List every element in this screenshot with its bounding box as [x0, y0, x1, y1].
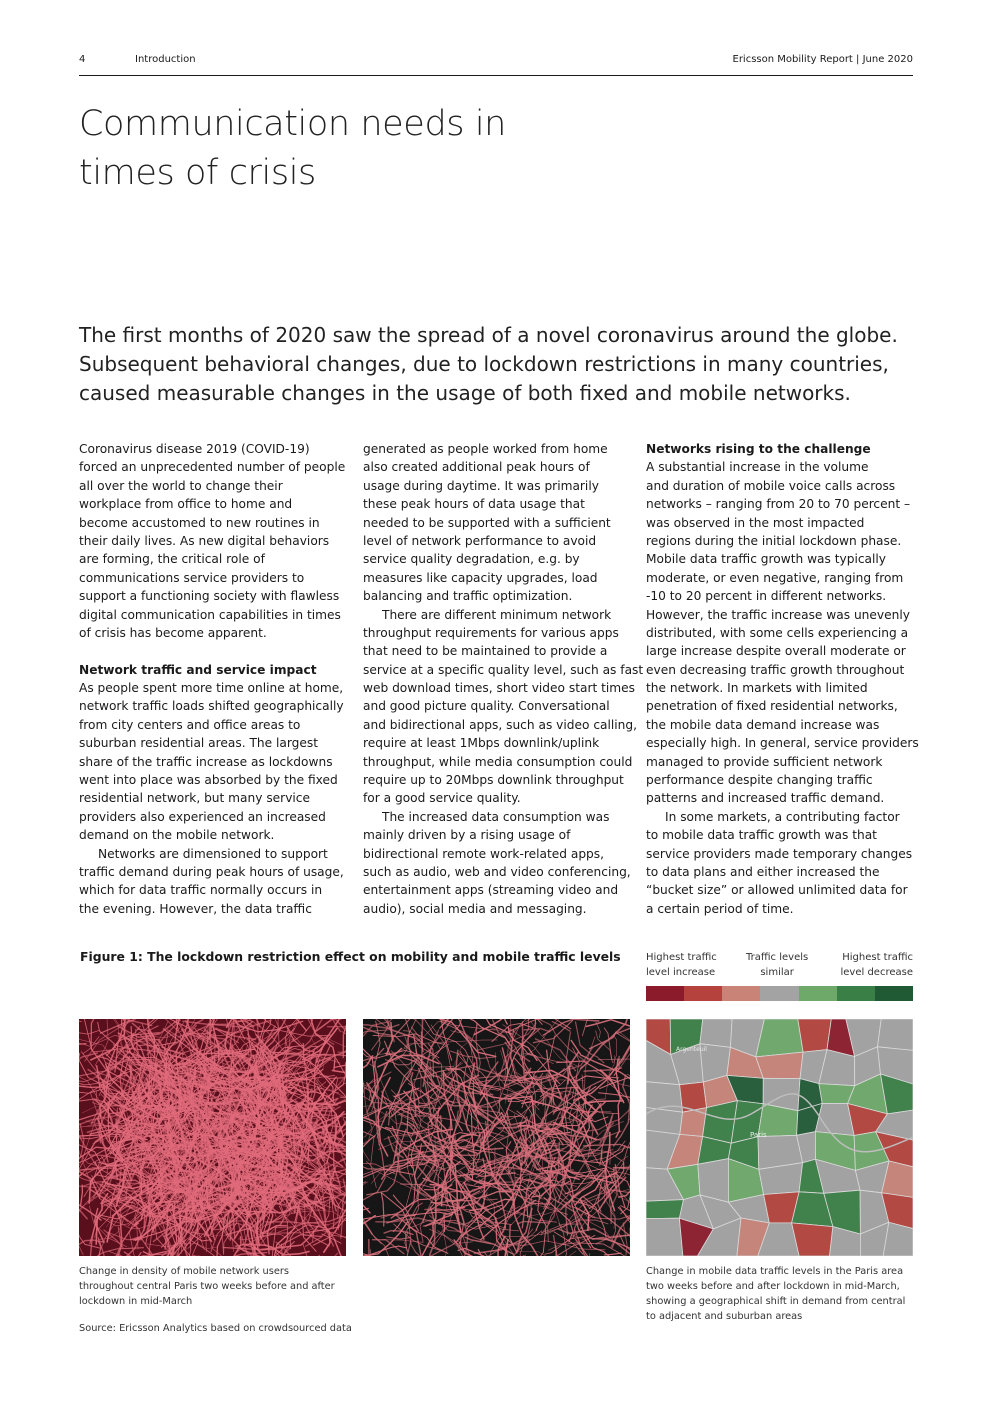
caption-line: showing a geographical shift in demand from central [646, 1296, 906, 1307]
caption-line: two weeks before and after lockdown in mid-March, [646, 1281, 900, 1292]
text-line: communications service providers to [79, 570, 305, 585]
text-line: As people spent more time online at home, [79, 681, 344, 696]
legend-label-increase [646, 950, 717, 980]
text-line: “bucket size” or allowed unlimited data for [646, 883, 908, 898]
text-line: was observed in the most impacted [646, 515, 865, 530]
text-line: workplace from office to home and [79, 497, 293, 512]
subheading-network-traffic: Network traffic and service impact [79, 662, 317, 677]
legend-text: Highest traffic [842, 952, 913, 963]
text-line: There are different minimum network [382, 607, 612, 622]
text-line: measures like capacity upgrades, load [363, 570, 598, 585]
lead-line: caused measurable changes in the usage of both fixed and mobile networks. [79, 381, 851, 405]
text-line: A substantial increase in the volume [646, 460, 869, 475]
text-line: their daily lives. As new digital behaviors [79, 533, 330, 548]
text-line: that need to be maintained to provide a [363, 644, 608, 659]
text-line: the mobile data demand increase was [646, 717, 880, 732]
map-density-after [363, 1019, 630, 1256]
page-number: 4 [79, 54, 86, 65]
map-traffic-levels [646, 1019, 913, 1256]
text-line: for a good service quality. [363, 791, 521, 806]
traffic-map-image [646, 1019, 913, 1256]
text-line: which for data traffic normally occurs in [79, 883, 323, 898]
text-line: residential network, but many service [79, 791, 310, 806]
legend-label-similar [746, 950, 808, 980]
text-line: entertainment apps (streaming video and [363, 883, 619, 898]
text-line: networks – ranging from 20 to 70 percent – [646, 497, 911, 512]
text-line: require at least 1Mbps downlink/uplink [363, 736, 600, 751]
text-line: managed to provide sufficient network [646, 754, 883, 769]
text-line: of crisis has become apparent. [79, 625, 267, 640]
text-line: -10 to 20 percent in different networks. [646, 589, 887, 604]
text-line: and bidirectional apps, such as video calling, [363, 717, 637, 732]
legend-text: level increase [646, 967, 716, 978]
text-line: especially high. In general, service providers [646, 736, 919, 751]
text-line: audio), social media and messaging. [363, 901, 587, 916]
caption-line: throughout central Paris two weeks before and after [79, 1281, 335, 1292]
lead-line: The first months of 2020 saw the spread of a novel coronavirus around the globe. [79, 323, 898, 347]
text-line: from city centers and office areas to [79, 717, 301, 732]
lead-line: Subsequent behavioral changes, due to lockdown restrictions in many countries, [79, 352, 889, 376]
page-header [79, 52, 913, 76]
text-line: bidirectional remote work-related apps, [363, 846, 605, 861]
text-line: network traffic loads shifted geographically [79, 699, 344, 714]
text-line: generated as people worked from home [363, 442, 608, 456]
text-line: The increased data consumption was [382, 809, 610, 824]
figure-source: Source: Ericsson Analytics based on crowdsourced data [79, 1323, 352, 1334]
column-1 [79, 440, 347, 918]
text-line: web download times, short video start times [363, 681, 636, 696]
subheading-networks-rising: Networks rising to the challenge [646, 442, 871, 456]
text-line: Networks are dimensioned to support [98, 846, 328, 861]
traffic-cells [646, 1019, 913, 1256]
map-density-before [79, 1019, 346, 1256]
page-title [79, 100, 599, 198]
caption-line: Change in density of mobile network users [79, 1266, 289, 1277]
legend-label-decrease [841, 950, 914, 980]
legend-text: level decrease [840, 967, 913, 978]
text-line: and good picture quality. Conversational [363, 699, 610, 714]
text-line: all over the world to change their [79, 478, 283, 493]
text-line: forced an unprecedented number of people [79, 460, 346, 475]
text-line: also created additional peak hours of [363, 460, 590, 475]
text-line: throughput requirements for various apps [363, 625, 619, 640]
legend-text: similar [760, 967, 794, 978]
text-line: In some markets, a contributing factor [665, 809, 900, 824]
caption-line: Change in mobile data traffic levels in the Paris area [646, 1266, 904, 1277]
map-label-argenteuil: Argenteuil [676, 1046, 707, 1053]
text-line: the network. In markets with limited [646, 681, 868, 696]
text-line: suburban residential areas. The largest [79, 736, 319, 751]
text-line: a certain period of time. [646, 901, 794, 916]
text-line: balancing and traffic optimization. [363, 589, 573, 604]
legend-color-scale [646, 986, 913, 1001]
traffic-legend [646, 950, 913, 1002]
text-line: throughput, while media consumption could [363, 754, 633, 769]
legend-swatch [722, 986, 760, 1001]
text-line: such as audio, web and video conferencing, [363, 864, 631, 879]
body-columns [79, 440, 919, 920]
text-line: providers also experienced an increased [79, 809, 326, 824]
text-line: service at a specific quality level, such as fast [363, 662, 644, 677]
text-line: support a functioning society with flawless [79, 589, 340, 604]
caption-traffic-map [646, 1264, 921, 1324]
legend-swatch [646, 986, 684, 1001]
text-line: went into place was absorbed by the fixed [79, 773, 338, 788]
text-line: needed to be supported with a sufficient [363, 515, 611, 530]
text-line: moderate, or even negative, ranging from [646, 570, 904, 585]
text-line: service quality degradation, e.g. by [363, 552, 580, 567]
text-line: digital communication capabilities in times [79, 607, 341, 622]
density-map-image [363, 1019, 630, 1256]
text-line: these peak hours of data usage that [363, 497, 585, 512]
title-line: times of crisis [79, 153, 316, 193]
text-line: to data plans and either increased the [646, 864, 880, 879]
map-label-paris: Paris [750, 1131, 767, 1139]
text-line: distributed, with some cells experiencing a [646, 625, 909, 640]
text-line: performance despite changing traffic [646, 773, 873, 788]
text-line: mainly driven by a rising usage of [363, 828, 571, 843]
text-line: level of network performance to avoid [363, 533, 597, 548]
text-line: regions during the initial lockdown phase. [646, 533, 902, 548]
caption-line: lockdown in mid-March [79, 1296, 193, 1307]
text-line: Coronavirus disease 2019 (COVID-19) [79, 442, 310, 456]
text-line: are forming, the critical role of [79, 552, 265, 567]
legend-swatch [837, 986, 875, 1001]
caption-line: to adjacent and suburban areas [646, 1311, 803, 1322]
legend-text: Highest traffic [646, 952, 717, 963]
lead-paragraph [79, 321, 913, 408]
section-name: Introduction [135, 54, 196, 65]
text-line: patterns and increased traffic demand. [646, 791, 885, 806]
text-line: usage during daytime. It was primarily [363, 478, 599, 493]
caption-density-maps [79, 1264, 354, 1309]
text-line: Mobile data traffic growth was typically [646, 552, 887, 567]
title-line: Communication needs in [79, 104, 506, 144]
report-name: Ericsson Mobility Report | June 2020 [732, 54, 913, 65]
text-line: service providers made temporary changes [646, 846, 913, 861]
text-line: demand on the mobile network. [79, 828, 275, 843]
legend-text: Traffic levels [746, 952, 809, 963]
legend-swatch [875, 986, 913, 1001]
text-line: large increase despite overall moderate or [646, 644, 906, 659]
legend-swatch [684, 986, 722, 1001]
paragraph-gap [79, 642, 347, 660]
text-line: penetration of fixed residential networks, [646, 699, 898, 714]
density-map-image [79, 1019, 346, 1256]
text-line: the evening. However, the data traffic [79, 901, 312, 916]
text-line: share of the traffic increase as lockdowns [79, 754, 333, 769]
figure-title: Figure 1: The lockdown restriction effect on mobility and mobile traffic levels [80, 949, 621, 964]
text-line: require up to 20Mbps downlink throughput [363, 773, 624, 788]
text-line: However, the traffic increase was unevenly [646, 607, 910, 622]
text-line: and duration of mobile voice calls across [646, 478, 896, 493]
legend-swatch [799, 986, 837, 1001]
column-2 [363, 440, 644, 918]
text-line: to mobile data traffic growth was that [646, 828, 877, 843]
text-line: even decreasing traffic growth throughout [646, 662, 905, 677]
legend-swatch [760, 986, 798, 1001]
column-3 [646, 440, 919, 918]
text-line: traffic demand during peak hours of usage, [79, 864, 344, 879]
text-line: become accustomed to new routines in [79, 515, 320, 530]
